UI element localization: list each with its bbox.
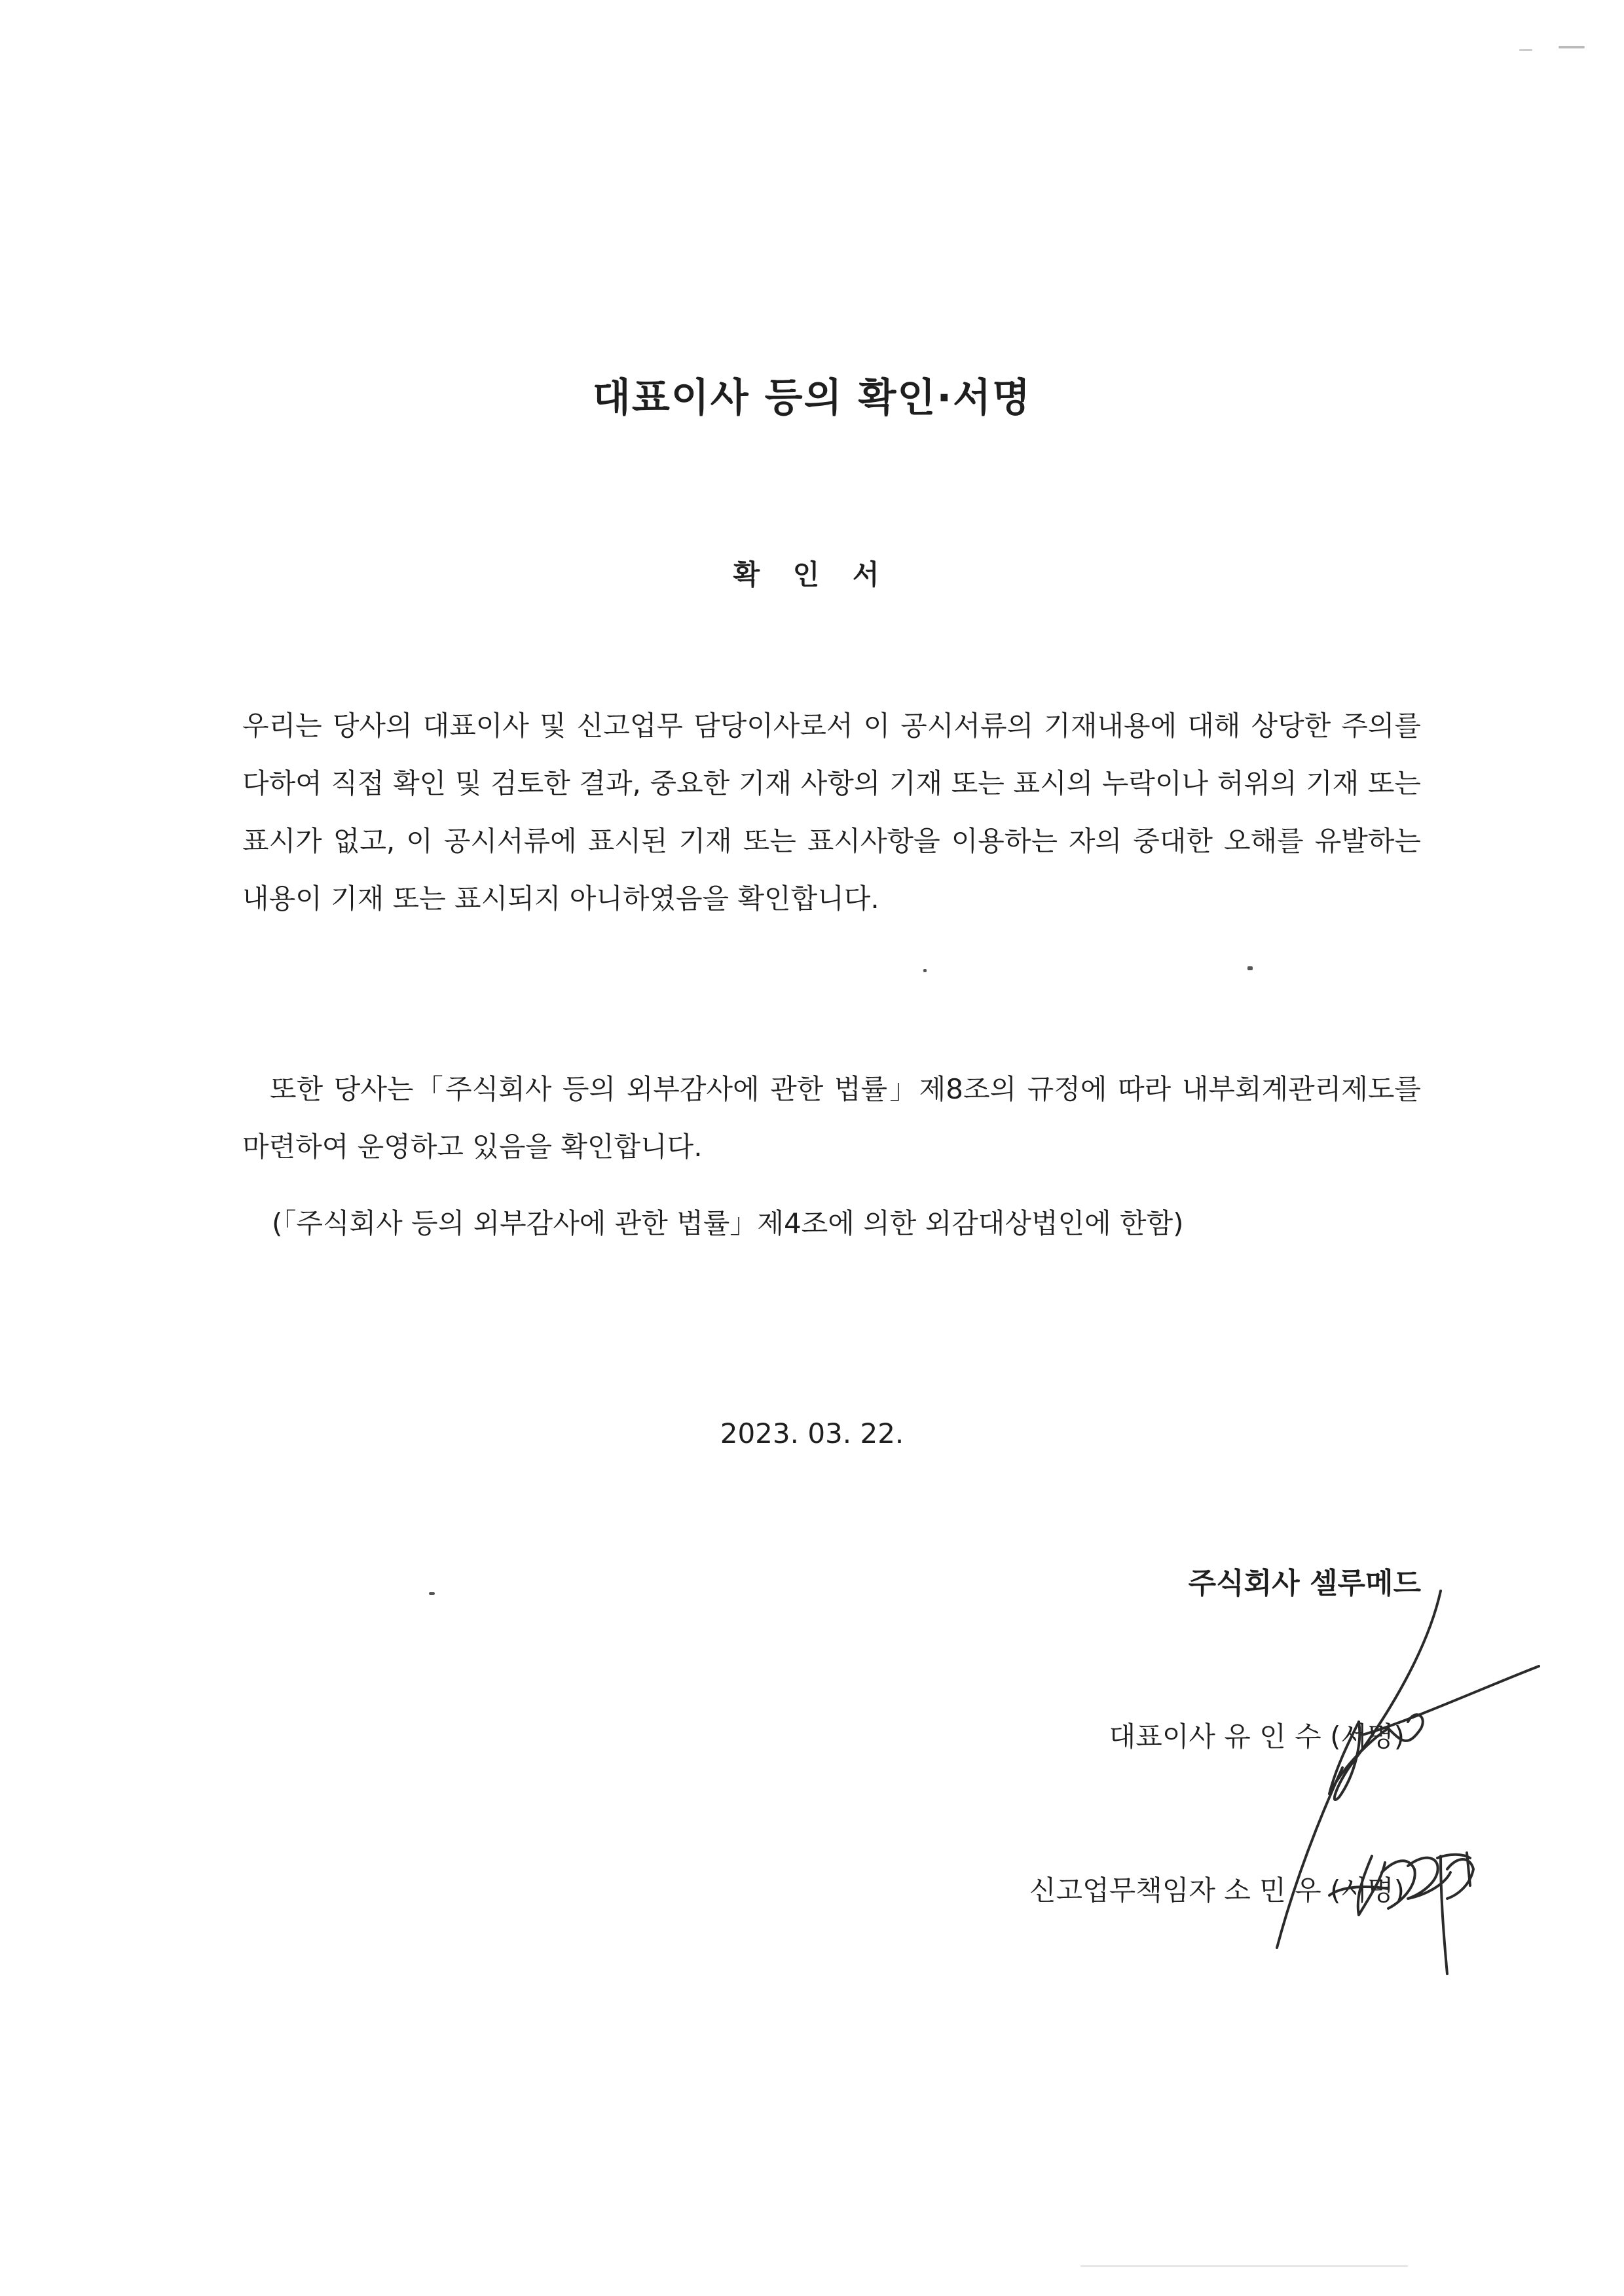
applicability-note: (「주식회사 등의 외부감사에 관한 법률」제4조에 의한 외감대상법인에 한함) (272, 1207, 1184, 1239)
document-date: 2023. 03. 22. (720, 1417, 904, 1449)
ceo-signature-line: 대표이사 유 인 수 (서명) (1109, 1721, 1405, 1753)
scan-speck (1080, 2265, 1408, 2267)
internal-control-paragraph: 또한 당사는「주식회사 등의 외부감사에 관한 법률」제8조의 규정에 따라 내부회계관리제도를 마련하여 운영하고 있음을 확인합니다. (242, 1073, 1421, 1163)
scan-speck (1559, 46, 1585, 48)
scan-speck (1519, 49, 1532, 51)
company-name: 주식회사 셀루메드 (1188, 1567, 1421, 1600)
scan-speck (1247, 966, 1253, 970)
document-subtitle: 확 인 서 (733, 558, 891, 591)
document-title: 대표이사 등의 확인·서명 (592, 375, 1032, 421)
disclosure-officer-signature-line: 신고업무책임자 소 민 우 (서명) (1029, 1874, 1405, 1906)
scan-speck (923, 969, 927, 972)
confirmation-paragraph: 우리는 당사의 대표이사 및 신고업무 담당이사로서 이 공시서류의 기재내용에 대해 상당한 주의를 다하여 직접 확인 및 검토한 결과, 중요한 기재 사항의 기재 또는 표시의 누락이나 허위의 기재 또는 표시가 없고, 이 공시서류에 표시된 기재 또는 표시사항을 이용하는 자의 중대한 오해를 유발하는 내용이 기재 또는 표시되지 아니하였음을 확인합니다. (242, 710, 1421, 915)
scan-speck (429, 1592, 435, 1595)
